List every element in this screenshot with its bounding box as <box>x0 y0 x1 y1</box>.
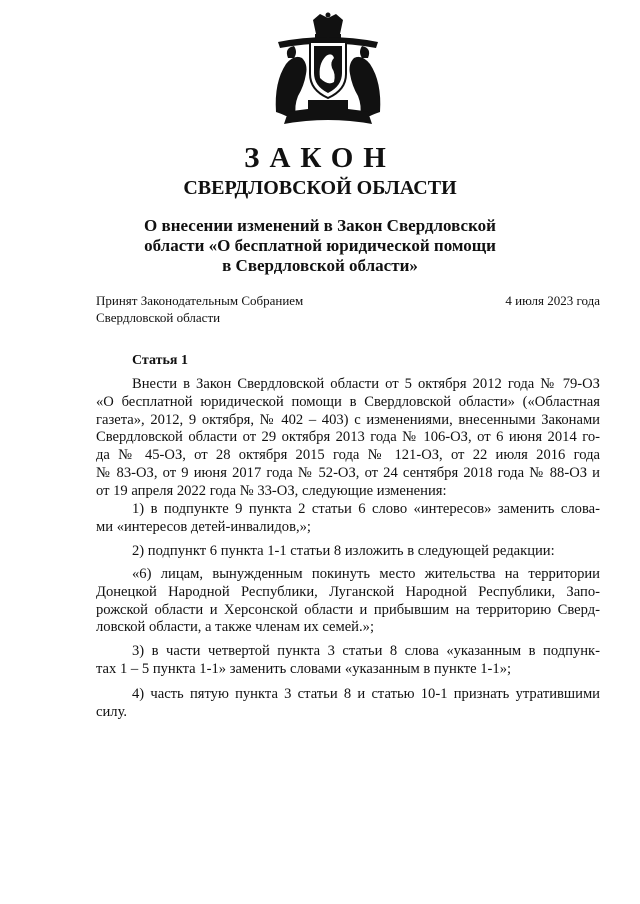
item-3 <box>96 643 600 679</box>
text-line: ловской области, а также членам их семей.»; <box>96 619 374 636</box>
heading-line: в Свердловской области» <box>222 256 418 275</box>
sverdlovsk-coat-of-arms-icon <box>268 12 388 130</box>
law-title: ЗАКОН <box>244 142 396 174</box>
heading-line: О внесении изменений в Закон Свердловской <box>144 216 496 235</box>
article-title: Статья 1 <box>132 353 188 368</box>
text-line: № 83-ОЗ, от 9 июня 2017 года № 52-ОЗ, от 24 сентября 2018 года № 88-ОЗ и <box>96 464 600 481</box>
adopted-by <box>96 292 303 326</box>
text-line: 1) в подпункте 9 пункта 2 статьи 6 слово «интересов» заменить слова- <box>132 501 600 517</box>
text-line: рожской области и Херсонской области и прибывшим на территорию Сверд- <box>96 601 600 618</box>
law-subtitle: СВЕРДЛОВСКОЙ ОБЛАСТИ <box>183 177 457 199</box>
text-line: да № 45-ОЗ, от 28 октября 2015 года № 121-ОЗ, от 22 июля 2016 года <box>96 447 600 464</box>
text-line: ми «интересов детей-инвалидов,»; <box>96 518 311 535</box>
text-line: 2) подпункт 6 пункта 1-1 статьи 8 изложить в следующей редакции: <box>132 543 555 559</box>
text-line: «6) лицам, вынужденным покинуть место жительства на территории <box>132 566 600 582</box>
item-2-quote <box>96 566 600 637</box>
text-line: 4) часть пятую пункта 3 статьи 8 и статью 10-1 признать утратившими <box>132 686 600 702</box>
text-line: от 19 апреля 2022 года № 33-ОЗ, следующие изменения: <box>96 482 447 499</box>
article-intro <box>96 376 600 501</box>
text-line: газета», 2012, 9 октября, № 402 – 403) с изменениями, внесенными Законами <box>96 411 600 428</box>
document-heading <box>0 216 640 276</box>
text-line: силу. <box>96 703 128 720</box>
adopted-line: Свердловской области <box>96 310 221 325</box>
text-line: Внести в Закон Свердловской области от 5 октября 2012 года № 79-ОЗ <box>132 376 600 392</box>
text-line: 3) в части четвертой пункта 3 статьи 8 слова «указанным в подпунк- <box>132 643 600 659</box>
adoption-date: 4 июля 2023 года <box>505 293 600 308</box>
text-line: «О бесплатной юридической помощи в Свердловской области» («Областная <box>96 393 600 410</box>
text-line: Донецкой Народной Республики, Луганской Народной Республики, Запо- <box>96 583 600 600</box>
text-line: Свердловской области от 29 октября 2013 года № 106-ОЗ, от 6 июня 2014 го- <box>96 429 600 446</box>
item-2 <box>96 543 600 561</box>
text-line: тах 1 – 5 пункта 1-1» заменить словами «указанным в пункте 1-1»; <box>96 660 512 677</box>
item-1 <box>96 501 600 537</box>
heading-line: области «О бесплатной юридической помощи <box>144 236 496 255</box>
item-4 <box>96 686 600 722</box>
adopted-line: Принят Законодательным Собранием <box>96 293 304 308</box>
